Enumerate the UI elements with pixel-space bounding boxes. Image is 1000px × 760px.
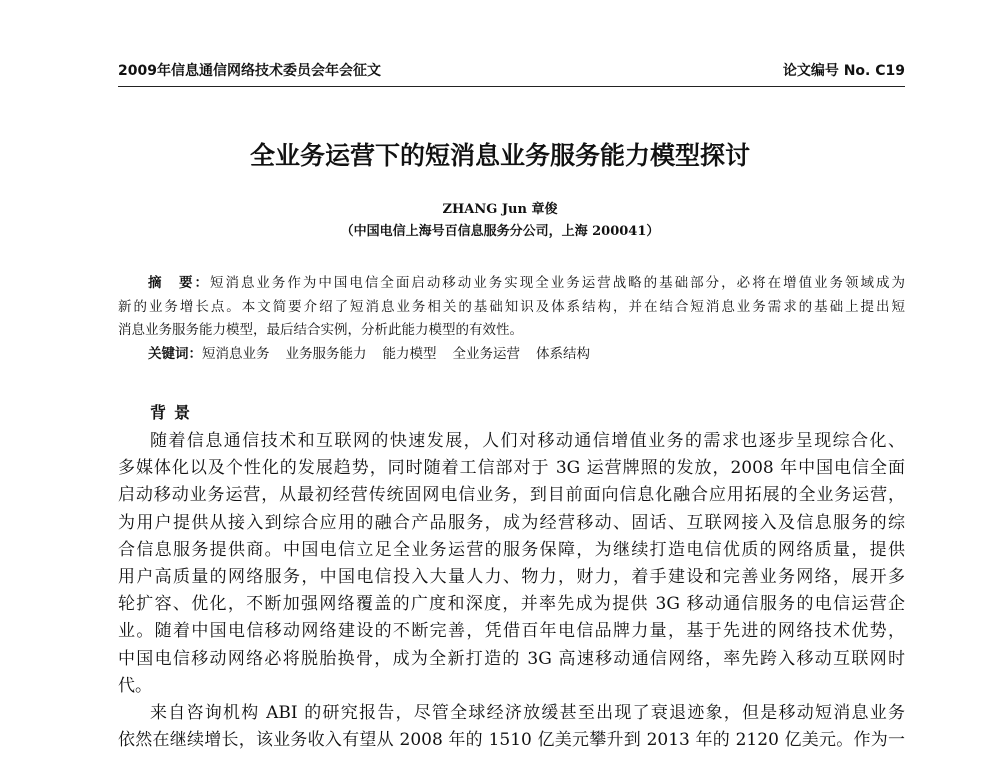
keyword: 短消息业务	[202, 345, 270, 362]
abstract-label: 摘 要：	[148, 275, 210, 291]
running-header	[118, 60, 905, 82]
body-line: 为用户提供从接入到综合应用的融合产品服务，成为经营移动、固话、互联网接入及信息服务的综	[118, 512, 905, 533]
abstract-line: 消息业务服务能力模型，最后结合实例，分析此能力模型的有效性。	[118, 322, 523, 338]
abstract-line: 摘 要：短消息业务作为中国电信全面启动移动业务实现全业务运营战略的基础部分，必将在增值业务领域成为	[148, 275, 905, 291]
body-line: 启动移动业务运营，从最初经营传统固网电信业务，到目前面向信息化融合应用拓展的全业务运营，	[118, 485, 905, 506]
abstract	[118, 272, 905, 366]
body-line: 依然在继续增长，该业务收入有望从 2008 年的 1510 亿美元攀升到 2013 年的 2120 亿美元。作为一	[118, 730, 905, 751]
header-rule	[118, 86, 905, 87]
body-line: 来自咨询机构 ABI 的研究报告，尽管全球经济放缓甚至出现了衰退迹象，但是移动短消息业务	[150, 702, 905, 723]
conference-name: 2009年信息通信网络技术委员会年会征文	[118, 63, 381, 79]
body-text	[118, 428, 905, 754]
body-line: 轮扩容、优化，不断加强网络覆盖的广度和深度，并率先成为提供 3G 移动通信服务的电信运营企	[118, 594, 905, 615]
keyword: 体系结构	[536, 345, 590, 362]
keywords-label: 关键词：	[148, 345, 202, 362]
abstract-line: 新的业务增长点。本文简要介绍了短消息业务相关的基础知识及体系结构，并在结合短消息业务需求的基础上提出短	[118, 298, 905, 315]
body-line: 代。	[118, 675, 152, 696]
paper-number: 论文编号 No. C19	[782, 63, 905, 79]
body-line: 合信息服务提供商。中国电信立足全业务运营的服务保障，为继续打造电信优质的网络质量，提供	[118, 539, 905, 560]
body-line: 随着信息通信技术和互联网的快速发展，人们对移动通信增值业务的需求也逐步呈现综合化、	[150, 431, 905, 451]
body-line: 多媒体化以及个性化的发展趋势，同时随着工信部对于 3G 运营牌照的发放，2008 年中国电信全面	[118, 458, 905, 479]
author: ZHANG Jun 章俊	[442, 202, 558, 217]
affiliation: （中国电信上海号百信息服务分公司，上海 200041）	[340, 224, 660, 239]
keywords	[118, 343, 905, 367]
section-heading: 背景	[150, 403, 199, 422]
keyword: 业务服务能力	[285, 345, 367, 362]
body-line: 中国电信移动网络必将脱胎换骨，成为全新打造的 3G 高速移动通信网络，率先跨入移动互联网时	[118, 648, 905, 669]
keyword: 全业务运营	[452, 345, 520, 362]
keyword: 能力模型	[382, 345, 437, 362]
body-line: 业。随着中国电信移动网络建设的不断完善，凭借百年电信品牌力量，基于先进的网络技术优势，	[118, 621, 905, 642]
body-line: 用户高质量的网络服务，中国电信投入大量人力、物力，财力，着手建设和完善业务网络，展开多	[118, 566, 905, 587]
paper-title: 全业务运营下的短消息业务服务能力模型探讨	[249, 141, 750, 170]
